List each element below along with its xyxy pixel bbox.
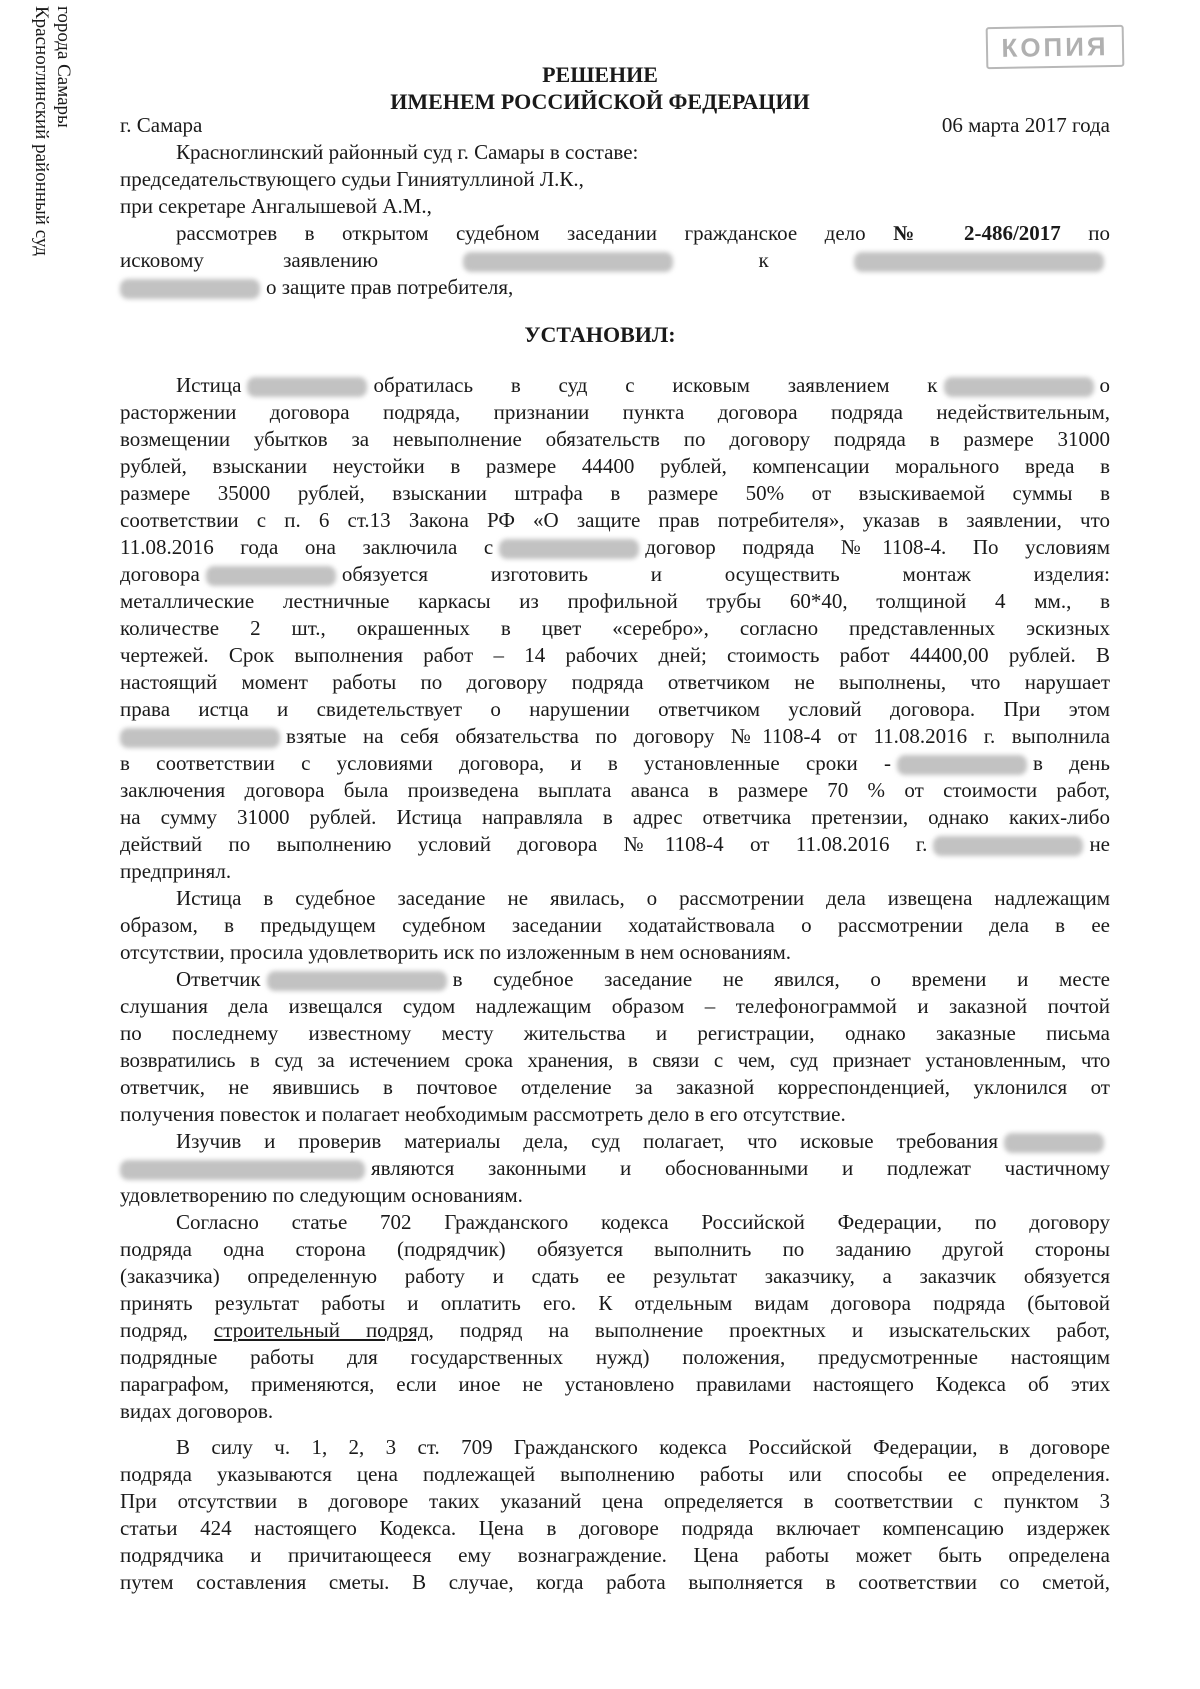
- city: г. Самара: [120, 113, 203, 137]
- city-date-row: [120, 112, 1110, 139]
- body-line: предпринял.: [120, 859, 232, 883]
- body-line: возвратились в суд за истечением срока хранения, в связи с чем, суд признает установленным, что: [120, 1048, 1110, 1072]
- body-line: удовлетворению по следующим основаниям.: [120, 1183, 523, 1207]
- redacted-name: [120, 728, 280, 748]
- body-line: ответчик, не явившись в почтовое отделение за заказной корреспонденцией, уклонился от: [120, 1075, 1110, 1099]
- body-line: отсутствии, просила удовлетворить иск по изложенным в нем основаниям.: [120, 940, 792, 964]
- body-line: расторжении договора подряда, признании пункта договора подряда недействительным,: [120, 400, 1110, 424]
- body-line: на сумму 31000 рублей. Истица направляла в адрес ответчика претензии, однако каких-либо: [120, 805, 1110, 829]
- body-line: подряда указываются цена подлежащей выполнению работы или способы ее определения.: [120, 1462, 1110, 1486]
- court-side-stamp: [30, 6, 82, 276]
- redacted-name: [1004, 1133, 1104, 1153]
- decision-date: 06 марта 2017 года: [941, 113, 1110, 137]
- body-line: Истица обратилась в суд с исковым заявлением к о: [176, 373, 1110, 397]
- intro-line: исковому заявлению к: [120, 247, 1110, 274]
- copy-stamp: КОПИЯ: [986, 25, 1125, 69]
- document-subtitle: ИМЕНЕМ РОССИЙСКОЙ ФЕДЕРАЦИИ: [390, 89, 810, 114]
- body-line: слушания дела извещался судом надлежащим образом – телефонограммой и заказной почтой: [120, 994, 1110, 1018]
- body-line: взятые на себя обязательства по договору №1108-4 от 11.08.2016 г. выполнила: [120, 723, 1110, 750]
- side-stamp-line-1: Красноглинский районный суд: [31, 6, 52, 256]
- intro-line: о защите прав потребителя,: [120, 274, 1110, 301]
- intro-line: Красноглинский районный суд г. Самары в составе:: [176, 140, 639, 164]
- body-line: чертежей. Срок выполнения работ – 14 рабочих дней; стоимость работ 44400,00 рублей. В: [120, 643, 1110, 667]
- body-line: образом, в предыдущем судебном заседании ходатайствовала о рассмотрении дела в ее: [120, 913, 1110, 937]
- redacted-name: [499, 539, 639, 559]
- redacted-name: [247, 377, 367, 397]
- body-line: Ответчик в судебное заседание не явился, о времени и месте: [176, 967, 1110, 991]
- body-line: в соответствии с условиями договора, и в установленные сроки - в день: [120, 751, 1110, 775]
- body-line: заключения договора была произведена выплата аванса в размере 70 % от стоимости работ,: [120, 778, 1110, 802]
- side-stamp-line-2: города Самары: [53, 6, 74, 128]
- body-line: подрядные работы для государственных нужд) положения, предусмотренные настоящим: [120, 1345, 1110, 1369]
- body-line: В силу ч. 1, 2, 3 ст. 709 Гражданского кодекса Российской Федерации, в договоре: [176, 1435, 1110, 1459]
- redacted-name: [944, 377, 1094, 397]
- body-line: размере 35000 рублей, взыскании штрафа в размере 50% от взыскиваемой суммы в: [120, 481, 1110, 505]
- body-line: количестве 2 шт., окрашенных в цвет «серебро», согласно представленных эскизных: [120, 616, 1110, 640]
- body-line: путем составления сметы. В случае, когда работа выполняется в соответствии со сметой,: [120, 1570, 1110, 1594]
- body-line: по последнему известному месту жительства и регистрации, однако заказные письма: [120, 1021, 1110, 1045]
- body-line: При отсутствии в договоре таких указаний цена определяется в соответствии с пунктом 3: [120, 1489, 1110, 1513]
- redacted-name: [854, 252, 1104, 272]
- intro-line: председательствующего судьи Гиниятуллиной Л.К.,: [120, 167, 584, 191]
- redacted-name: [206, 566, 336, 586]
- body-line: металлические лестничные каркасы из профильной трубы 60*40, толщиной 4 мм., в: [120, 589, 1110, 613]
- body-line: права истца и свидетельствует о нарушении ответчиком условий договора. При этом: [120, 697, 1110, 721]
- body-line: соответствии с п. 6 ст.13 Закона РФ «О защите прав потребителя», указав в заявлении, что: [120, 508, 1110, 532]
- body-line: (заказчика) определенную работу и сдать ее результат заказчику, а заказчик обязуется: [120, 1264, 1110, 1288]
- body-line: видах договоров.: [120, 1399, 274, 1423]
- body-line: являются законными и обоснованными и подлежат частичному: [120, 1155, 1110, 1182]
- intro-line: рассмотрев в открытом судебном заседании гражданское дело № 2-486/2017 по: [176, 221, 1111, 245]
- case-number: № 2-486/2017: [893, 221, 1061, 245]
- redacted-name: [897, 755, 1027, 775]
- redacted-name: [120, 1160, 365, 1180]
- body-line: принять результат работы и оплатить его. К отдельным видам договора подряда (бытовой: [120, 1291, 1110, 1315]
- redacted-name: [120, 279, 260, 299]
- body-line: Согласно статье 702 Гражданского кодекса Российской Федерации, по договору: [176, 1210, 1110, 1234]
- body-line: подряд, строительный подряд, подряд на выполнение проектных и изыскательских работ,: [120, 1318, 1111, 1342]
- redacted-name: [267, 971, 447, 991]
- body-line: параграфом, применяются, если иное не установлено правилами настоящего Кодекса об этих: [120, 1372, 1110, 1396]
- body-line: подряда одна сторона (подрядчик) обязуется выполнить по заданию другой стороны: [120, 1237, 1110, 1261]
- body-line: 11.08.2016 года она заключила с договор подряда №1108-4. По условиям: [120, 535, 1110, 559]
- body-line: возмещении убытков за невыполнение обязательств по договору подряда в размере 31000: [120, 427, 1110, 451]
- redacted-name: [933, 836, 1083, 856]
- body-line: настоящий момент работы по договору подряда ответчиком не выполнены, что нарушает: [120, 670, 1110, 694]
- body-line: рублей, взыскании неустойки в размере 44400 рублей, компенсации морального вреда в: [120, 454, 1110, 478]
- body-line: статьи 424 настоящего Кодекса. Цена в договоре подряда включает компенсацию издержек: [120, 1516, 1110, 1540]
- underlined-term: строительный подряд: [213, 1318, 429, 1342]
- body-line: подрядчика и причитающееся ему вознаграждение. Цена работы может быть определена: [120, 1543, 1110, 1567]
- section-heading: УСТАНОВИЛ:: [524, 322, 676, 347]
- redacted-name: [463, 252, 673, 272]
- intro-line: при секретаре Ангалышевой А.М.,: [120, 194, 432, 218]
- body-line: получения повесток и полагает необходимым рассмотреть дело в его отсутствие.: [120, 1102, 846, 1126]
- body-line: Истица в судебное заседание не явилась, о рассмотрении дела извещена надлежащим: [176, 886, 1110, 910]
- body-line: Изучив и проверив материалы дела, суд полагает, что исковые требования: [176, 1128, 1110, 1155]
- body-line: действий по выполнению условий договора №1108-4 от 11.08.2016 г. не: [120, 832, 1110, 856]
- body-line: договора обязуется изготовить и осуществить монтаж изделия:: [120, 562, 1110, 586]
- document-title: РЕШЕНИЕ: [542, 62, 658, 87]
